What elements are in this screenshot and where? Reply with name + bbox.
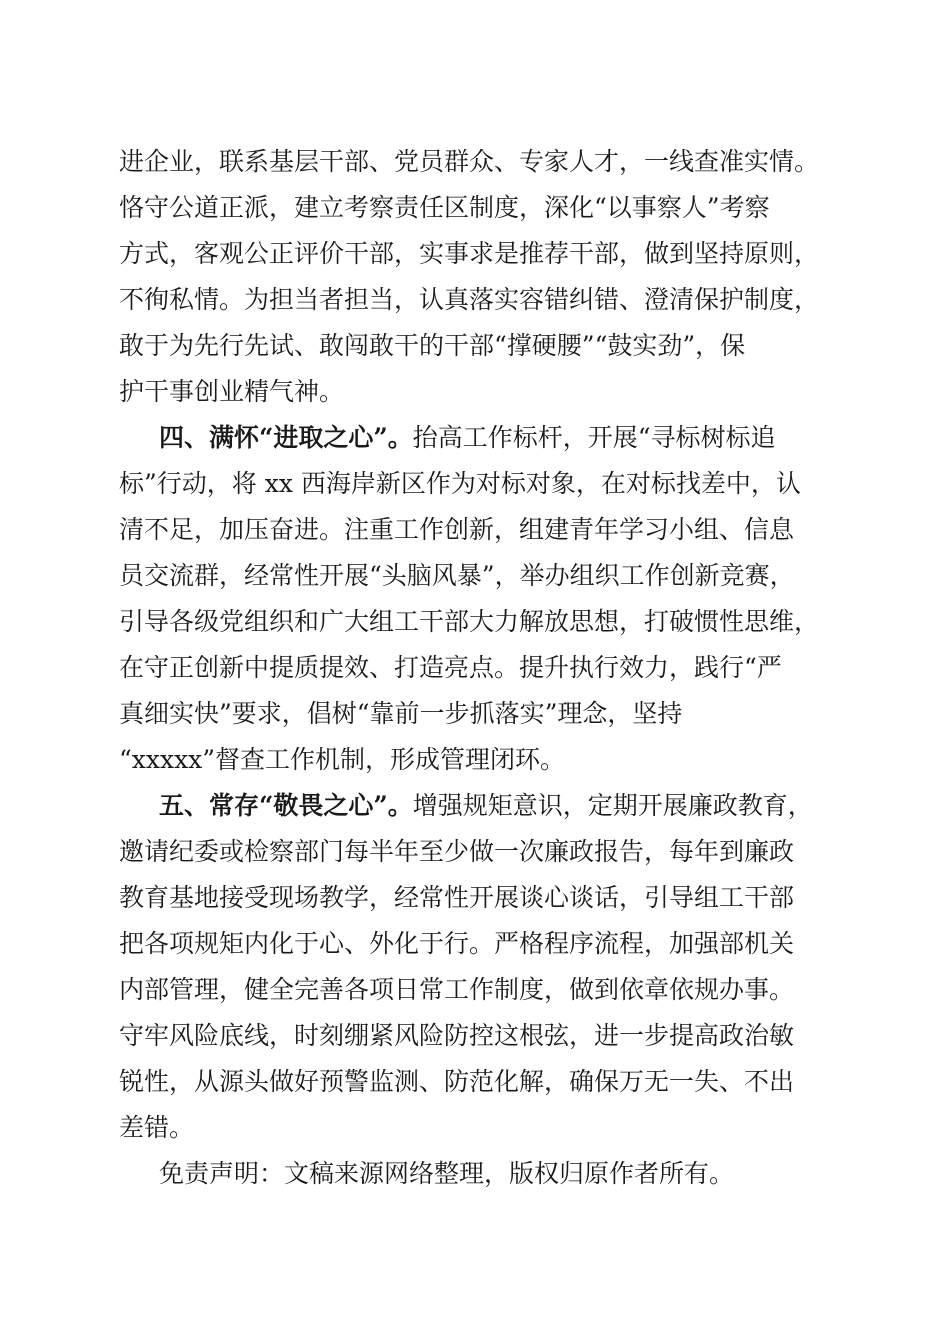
paragraph-line: “xxxxx”督查工作机制，形成管理闭环。 — [119, 745, 566, 774]
paragraph-line: 清不足，加压奋进。注重工作创新，组建青年学习小组、信息 — [119, 515, 795, 544]
paragraph-line: 锐性，从源头做好预警监测、防范化解，确保万无一失、不出 — [119, 1067, 795, 1096]
section-4-heading: 四、满怀“进取之心”。 — [159, 423, 413, 452]
paragraph-line: 敢于为先行先试、敢闯敢干的干部“撑硬腰”“鼓实劲”，保 — [119, 331, 746, 360]
section-5-first-line — [159, 786, 813, 826]
section-4-first-line — [159, 418, 776, 458]
paragraph-line: 教育基地接受现场教学，经常性开展谈心谈话，引导组工干部 — [119, 883, 795, 912]
paragraph-line: 恪守公道正派，建立考察责任区制度，深化“以事察人”考察 — [119, 193, 770, 222]
paragraph-line: 员交流群，经常性开展“头脑风暴”，举办组织工作创新竞赛， — [119, 561, 795, 590]
paragraph-line: 内部管理，健全完善各项日常工作制度，做到依章依规办事。 — [119, 975, 795, 1004]
paragraph-line: 邀请纪委或检察部门每半年至少做一次廉政报告，每年到廉政 — [119, 837, 795, 866]
paragraph-line: 标”行动，将 xx 西海岸新区作为对标对象，在对标找差中，认 — [119, 469, 801, 498]
paragraph-line: 护干事创业精气神。 — [119, 377, 345, 406]
paragraph-line: 进企业，联系基层干部、党员群众、专家人才，一线查准实情。 — [119, 147, 820, 176]
section-5-first-line-text: 增强规矩意识，定期开展廉政教育， — [412, 791, 813, 820]
section-4-first-line-text: 抬高工作标杆，开展“寻标树标追 — [412, 423, 776, 452]
paragraph-line: 不徇私情。为担当者担当，认真落实容错纠错、澄清保护制度， — [119, 285, 820, 314]
disclaimer: 免责声明：文稿来源网络整理，版权归原作者所有。 — [159, 1159, 735, 1188]
document-body — [119, 142, 839, 1188]
paragraph-line: 差错。 — [119, 1113, 195, 1142]
paragraph-line: 守牢风险底线，时刻绷紧风险防控这根弦，进一步提高政治敏 — [119, 1021, 795, 1050]
paragraph-line: 把各项规矩内化于心、外化于行。严格程序流程，加强部机关 — [119, 929, 795, 958]
paragraph-line: 引导各级党组织和广大组工干部大力解放思想，打破惯性思维， — [119, 607, 820, 636]
section-5-heading: 五、常存“敬畏之心”。 — [159, 791, 413, 820]
paragraph-line: 真细实快”要求，倡树“靠前一步抓落实”理念，坚持 — [119, 699, 683, 728]
paragraph-line: 方式，客观公正评价干部，实事求是推荐干部，做到坚持原则， — [119, 239, 820, 268]
paragraph-line: 在守正创新中提质提效、打造亮点。提升执行效力，践行“严 — [119, 653, 782, 682]
